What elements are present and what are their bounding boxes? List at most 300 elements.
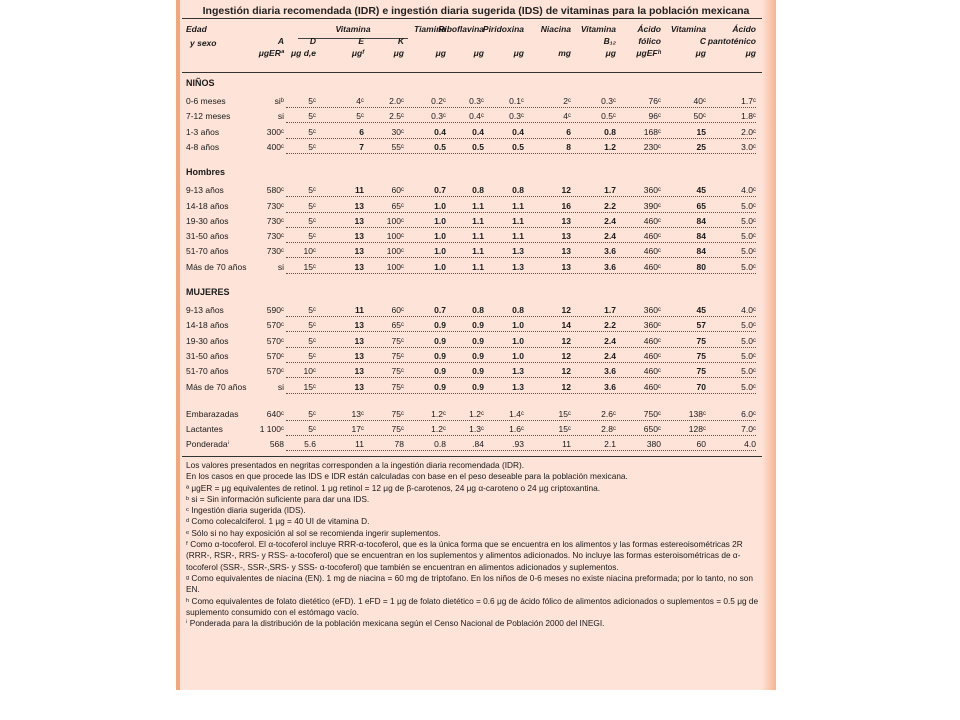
table-cell: 12	[561, 366, 571, 377]
table-cell: 5.6	[304, 439, 316, 450]
table-cell: .93	[512, 439, 524, 450]
row-leader-line	[286, 377, 756, 378]
column-header-l2: K	[397, 36, 404, 46]
table-cell: 1.3	[512, 381, 524, 392]
table-cell: si	[277, 261, 284, 272]
table-row	[176, 349, 776, 364]
table-cell: 4ᶜ	[356, 96, 364, 106]
table-cell: 100ᶜ	[386, 231, 404, 242]
table-row	[176, 334, 776, 349]
table-cell: 15	[696, 126, 706, 137]
row-leader-line	[286, 196, 756, 197]
section-title: MUJERES	[186, 287, 230, 297]
table-cell: 640ᶜ	[266, 408, 284, 419]
table-cell: 2.4	[604, 215, 616, 226]
table-cell: 1.1	[472, 200, 484, 211]
row-label: Embarazadas	[186, 408, 239, 419]
table-cell: 3.6	[604, 261, 616, 272]
table-cell: 75ᶜ	[391, 350, 404, 361]
table-cell: 2.5ᶜ	[389, 111, 404, 122]
table-cell: 76ᶜ	[648, 96, 661, 106]
table-cell: 750ᶜ	[643, 408, 661, 419]
footnote: ʰ Como equivalentes de folato dietético (eFD). 1 eFD = 1 μg de folato dietético = 0.6 μg de ácido fólico de alimentos adicionados o suplementos = 0.5 μg de suplemento consumido con el estómago vacío.	[186, 595, 759, 617]
row-label: 14-18 años	[186, 320, 229, 331]
table-cell: 13	[354, 381, 364, 392]
table-cell: 16	[561, 200, 571, 211]
table-cell: 13	[354, 335, 364, 346]
table-cell: 0.8	[472, 305, 484, 315]
table-cell: 0.5	[512, 141, 524, 152]
table-bottom-rule	[182, 456, 762, 457]
row-leader-line	[286, 107, 756, 108]
row-label: 0-6 meses	[186, 96, 226, 106]
table-cell: 0.3ᶜ	[601, 96, 616, 106]
column-header-l3: μg	[473, 48, 484, 58]
table-cell: 1.0	[512, 335, 524, 346]
table-cell: 5ᶜ	[308, 350, 316, 361]
row-label: Más de 70 años	[186, 261, 247, 272]
table-cell: 3.6	[604, 366, 616, 377]
table-cell: 0.9	[434, 320, 446, 331]
table-cell: 60	[696, 439, 706, 450]
table-cell: 15ᶜ	[558, 424, 571, 435]
table-cell: 0.3ᶜ	[509, 111, 524, 122]
table-cell: 5.0ᶜ	[741, 200, 756, 211]
table-cell: 2ᶜ	[563, 96, 571, 106]
table-cell: 2.1	[604, 439, 616, 450]
table-cell: 230ᶜ	[643, 141, 661, 152]
table-cell: 2.0ᶜ	[389, 96, 404, 106]
table-title: Ingestión diaria recomendada (IDR) e ingestión diaria sugerida (IDS) de vitaminas para la población mexicana	[202, 5, 750, 17]
table-cell: 5.0ᶜ	[741, 381, 756, 392]
table-cell: 0.8	[434, 439, 446, 450]
column-header-l3: μg	[435, 48, 446, 58]
table-cell: 13	[354, 366, 364, 377]
table-cell: 1.3	[512, 366, 524, 377]
table-cell: 1.4ᶜ	[509, 408, 524, 419]
table-cell: 1 100ᶜ	[259, 424, 284, 435]
table-cell: 75ᶜ	[391, 366, 404, 377]
table-row	[176, 183, 776, 198]
row-leader-line	[286, 450, 756, 451]
table-cell: 1.3	[512, 246, 524, 257]
table-cell: 570ᶜ	[266, 366, 284, 377]
table-cell: 75	[696, 366, 706, 377]
table-cell: 100ᶜ	[386, 246, 404, 257]
table-cell: si	[277, 381, 284, 392]
table-cell: 13	[354, 320, 364, 331]
header-rule	[182, 72, 762, 73]
footnote: ᶠ Como α-tocoferol. El α-tocoferol incluye RRR-α-tocoferol, que es la única forma que se encuentra en los alimentos y las formas estereoisométricas 2R (RRR-, RSR-, RRS- y RSS- a-tocoferol) que se encuentran en los suplementos y alimentos adicionados. No incluye las formas esteroisométricas de α-tocoferol (SSR-, SSR-,SRS- y SSS- α-tocoferol) que también se encuentran en alimentos adicionados y suplementos.	[186, 539, 743, 572]
table-row	[176, 364, 776, 379]
table-cell: 460ᶜ	[643, 215, 661, 226]
table-cell: 0.9	[434, 381, 446, 392]
table-cell: 5ᶜ	[308, 141, 316, 152]
table-cell: 84	[696, 246, 706, 257]
table-cell: 5ᶜ	[308, 335, 316, 346]
table-cell: 1.7	[604, 305, 616, 315]
row-label: 9-13 años	[186, 305, 224, 315]
table-cell: 0.5	[434, 141, 446, 152]
row-leader-line	[286, 393, 756, 394]
table-cell: 5ᶜ	[308, 96, 316, 106]
table-cell: 128ᶜ	[688, 424, 706, 435]
table-cell: 0.9	[434, 335, 446, 346]
table-cell: 6.0ᶜ	[741, 408, 756, 419]
table-cell: 13	[354, 261, 364, 272]
table-cell: 11	[355, 185, 364, 196]
column-header-l1: Vitamina	[580, 24, 616, 34]
table-cell: 57	[696, 320, 706, 331]
table-cell: 11	[355, 439, 364, 450]
section-title: Hombres	[186, 167, 226, 178]
table-cell: 5ᶜ	[308, 126, 316, 137]
row-leader-line	[286, 212, 756, 213]
table-cell: 5.0ᶜ	[741, 246, 756, 257]
table-cell: 3.6	[604, 246, 616, 257]
table-cell: 5ᶜ	[308, 424, 316, 435]
table-cell: 1.1	[512, 200, 524, 211]
table-cell: 40ᶜ	[693, 96, 706, 106]
table-cell: 4.0ᶜ	[741, 185, 756, 196]
table-cell: 12	[561, 350, 571, 361]
table-cell: 12	[561, 305, 571, 315]
table-cell: 0.1ᶜ	[509, 96, 524, 106]
table-row	[176, 109, 776, 124]
footnote: En los casos en que procede las IDS e IDR están calculadas con base en el peso deseable para la población mexicana.	[186, 471, 628, 482]
row-label: 51-70 años	[186, 246, 229, 257]
row-leader-line	[286, 435, 756, 436]
table-cell: 1.7	[604, 185, 616, 196]
table-row	[176, 407, 776, 422]
table-cell: 78	[394, 439, 404, 450]
column-header-l2: fólico	[638, 36, 661, 46]
table-cell: 5ᶜ	[308, 215, 316, 226]
table-cell: 460ᶜ	[643, 350, 661, 361]
table-row	[176, 303, 776, 318]
table-cell: 0.5	[472, 141, 484, 152]
table-cell: 25	[696, 141, 706, 152]
table-cell: 460ᶜ	[643, 231, 661, 242]
row-label: Lactantes	[186, 424, 223, 435]
table-cell: 0.9	[472, 366, 484, 377]
table-cell: 7.0ᶜ	[741, 424, 756, 435]
footnote: ᵍ Como equivalentes de niacina (EN). 1 mg de niacina = 60 mg de triptofano. En los niños de 0-6 meses no existe niacina preformada; por lo tanto, no son EN.	[186, 572, 753, 595]
column-header-l2: A	[277, 36, 284, 46]
footnote: ᵇ si = Sin información suficiente para dar una IDS.	[186, 493, 370, 504]
row-leader-line	[286, 122, 756, 123]
column-header-l1: Piridoxina	[482, 24, 524, 34]
table-cell: 5ᶜ	[356, 111, 364, 122]
table-cell: 14	[561, 320, 571, 331]
table-cell: 10ᶜ	[303, 366, 316, 377]
table-cell: 0.9	[472, 320, 484, 331]
table-cell: 80	[696, 261, 706, 272]
column-header-l1: Niacina	[540, 24, 571, 34]
table-cell: 1.0	[434, 200, 446, 211]
table-cell: 12	[561, 381, 571, 392]
column-header-l1: Vitamina	[670, 24, 706, 34]
table-cell: 13	[354, 215, 364, 226]
table-cell: si	[277, 111, 284, 122]
footnote: ᶜ Ingestión diaria sugerida (IDS).	[186, 505, 306, 516]
table-cell: 0.9	[472, 335, 484, 346]
section-title: NIÑOS	[186, 78, 215, 88]
table-cell: 5ᶜ	[308, 305, 316, 315]
table-row	[176, 318, 776, 333]
row-leader-line	[286, 347, 756, 348]
column-header-l3: μgEFʰ	[636, 48, 661, 58]
table-cell: 5ᶜ	[308, 408, 316, 419]
table-cell: 568	[269, 439, 284, 450]
table-cell: 400ᶜ	[266, 141, 284, 152]
table-row	[176, 94, 776, 109]
table-cell: 1.0	[434, 261, 446, 272]
table-cell: 1.1	[472, 231, 484, 242]
table-cell: 1.1	[472, 246, 484, 257]
row-label: 9-13 años	[186, 185, 224, 196]
table-cell: 45	[696, 305, 706, 315]
table-cell: 100ᶜ	[386, 261, 404, 272]
column-header-l2: D	[309, 36, 316, 46]
table-cell: 138ᶜ	[688, 408, 706, 419]
column-header-l3: μgERª	[258, 48, 284, 58]
row-leader-line	[286, 242, 756, 243]
table-cell: 13	[354, 246, 364, 257]
column-header-l3: μg	[695, 48, 706, 58]
row-label: 14-18 años	[186, 200, 229, 211]
table-row	[176, 437, 776, 452]
table-cell: 5.0ᶜ	[741, 350, 756, 361]
table-cell: 13	[561, 231, 571, 242]
column-header-l2: B₁₂	[603, 36, 616, 46]
table-cell: 1.1	[472, 215, 484, 226]
footnotes	[186, 460, 760, 629]
table-cell: 0.8	[604, 126, 616, 137]
table-cell: 55ᶜ	[391, 141, 404, 152]
table-cell: 460ᶜ	[643, 381, 661, 392]
table-cell: 15ᶜ	[303, 261, 316, 272]
footnote: ᵈ Como colecalciferol. 1 μg = 40 UI de vitamina D.	[186, 516, 370, 527]
table-cell: 84	[696, 215, 706, 226]
table-cell: 4.0ᶜ	[741, 305, 756, 315]
table-cell: 460ᶜ	[643, 261, 661, 272]
column-header-l2: E	[358, 36, 364, 46]
footnote: Los valores presentados en negritas corresponden a la ingestión diaria recomendada (IDR).	[186, 460, 525, 470]
table-cell: 360ᶜ	[643, 320, 661, 331]
table-cell: 0.8	[512, 185, 524, 196]
table-cell: 65	[696, 200, 706, 211]
table-cell: 1.0	[512, 320, 524, 331]
column-header-l3: mg	[558, 48, 571, 58]
table-cell: 730ᶜ	[266, 200, 284, 211]
table-cell: 730ᶜ	[266, 246, 284, 257]
table-cell: 590ᶜ	[266, 305, 284, 315]
table-cell: .84	[472, 439, 484, 450]
table-cell: 10ᶜ	[303, 246, 316, 257]
table-cell: 5ᶜ	[308, 231, 316, 242]
table-cell: 2.6ᶜ	[601, 408, 616, 419]
table-cell: 60ᶜ	[391, 185, 404, 196]
footnote: ᵉ Sólo si no hay exposición al sol se recomienda ingerir suplementos.	[186, 527, 441, 538]
table-cell: 13	[561, 215, 571, 226]
table-cell: 75ᶜ	[391, 335, 404, 346]
table-row	[176, 125, 776, 140]
table-cell: 0.8	[472, 185, 484, 196]
table-cell: 460ᶜ	[643, 366, 661, 377]
table-cell: 168ᶜ	[643, 126, 661, 137]
table-cell: 5.0ᶜ	[741, 320, 756, 331]
table-cell: 1.2ᶜ	[431, 424, 446, 435]
table-cell: 65ᶜ	[391, 320, 404, 331]
table-row	[176, 229, 776, 244]
table-cell: 17ᶜ	[351, 424, 364, 435]
table-cell: 360ᶜ	[643, 305, 661, 315]
row-label: 7-12 meses	[186, 111, 231, 122]
table-cell: 15ᶜ	[303, 381, 316, 392]
table-cell: 570ᶜ	[266, 320, 284, 331]
row-label: Más de 70 años	[186, 381, 247, 392]
table-cell: 1.2ᶜ	[431, 408, 446, 419]
table-cell: 7	[359, 141, 364, 152]
table-cell: 1.0	[434, 246, 446, 257]
table-cell: 13	[561, 246, 571, 257]
row-label: 31-50 años	[186, 350, 229, 361]
table-cell: 0.4	[472, 126, 484, 137]
table-cell: 1.2ᶜ	[469, 408, 484, 419]
table-cell: 100ᶜ	[386, 215, 404, 226]
table-cell: 1.1	[472, 261, 484, 272]
table-cell: 1.0	[434, 215, 446, 226]
row-label: Ponderadaⁱ	[186, 439, 230, 450]
table-cell: 1.1	[512, 231, 524, 242]
table-cell: 730ᶜ	[266, 215, 284, 226]
table-cell: 13ᶜ	[351, 408, 364, 419]
table-cell: 5ᶜ	[308, 185, 316, 196]
table-cell: 45	[696, 185, 706, 196]
table-cell: 3.6	[604, 381, 616, 392]
table-cell: 4ᶜ	[563, 111, 571, 122]
table-cell: 5.0ᶜ	[741, 215, 756, 226]
table-cell: 11	[562, 439, 571, 450]
table-cell: 0.3ᶜ	[431, 111, 446, 122]
table-cell: 2.0ᶜ	[741, 126, 756, 137]
table-row	[176, 260, 776, 275]
table-cell: 0.3ᶜ	[469, 96, 484, 106]
row-label: 19-30 años	[186, 335, 229, 346]
header-edad: Edad	[186, 24, 207, 34]
footnote: ⁱ Ponderada para la distribución de la población mexicana según el Censo Nacional de Población 2000 del INEGI.	[186, 618, 605, 629]
title-rule	[182, 18, 762, 19]
column-header-l3: μg	[393, 48, 404, 58]
table-cell: 730ᶜ	[266, 231, 284, 242]
row-leader-line	[286, 227, 756, 228]
table-cell: 1.6ᶜ	[509, 424, 524, 435]
row-label: 4-8 años	[186, 141, 220, 152]
table-cell: 1.2	[604, 141, 616, 152]
table-cell: 0.7	[434, 305, 446, 315]
table-cell: 380	[646, 439, 661, 450]
table-cell: 6	[359, 126, 364, 137]
column-header-l3: μg	[513, 48, 524, 58]
column-header-l3: μg d,e	[291, 48, 316, 58]
table-cell: 75	[696, 350, 706, 361]
column-header-l1: Ácido	[732, 24, 756, 34]
row-label: 51-70 años	[186, 366, 229, 377]
table-cell: 0.9	[434, 366, 446, 377]
row-leader-line	[286, 138, 756, 139]
table-cell: 1.7ᶜ	[741, 96, 756, 106]
table-cell: 300ᶜ	[266, 126, 284, 137]
table-cell: 0.8	[512, 305, 524, 315]
table-row	[176, 214, 776, 229]
row-leader-line	[286, 362, 756, 363]
footnote: ª μgER = μg equivalentes de retinol. 1 μg retinol = 12 μg de β-carotenos, 24 μg α-caroteno o 24 μg criptoxantina.	[186, 482, 600, 493]
table-cell: 2.8ᶜ	[601, 424, 616, 435]
table-cell: 5.0ᶜ	[741, 335, 756, 346]
table-cell: 8	[566, 141, 571, 152]
row-leader-line	[286, 257, 756, 258]
table-cell: 4.0	[744, 439, 756, 450]
table-cell: 70	[696, 381, 706, 392]
table-row	[176, 140, 776, 155]
table-cell: 650ᶜ	[643, 424, 661, 435]
table-cell: 12	[561, 185, 571, 196]
table-cell: 570ᶜ	[266, 350, 284, 361]
table-row	[176, 244, 776, 259]
table-cell: 1.3ᶜ	[469, 424, 484, 435]
table-cell: 2.4	[604, 335, 616, 346]
column-header-l2: pantoténico	[707, 36, 756, 46]
table-cell: 360ᶜ	[643, 185, 661, 196]
column-header-l1: Riboflavina	[438, 24, 484, 34]
table-row	[176, 422, 776, 437]
table-cell: 84	[696, 231, 706, 242]
table-cell: 75ᶜ	[391, 408, 404, 419]
row-leader-line	[286, 316, 756, 317]
column-header-l1: Tiamina	[414, 24, 446, 34]
table-cell: 75ᶜ	[391, 424, 404, 435]
row-leader-line	[286, 331, 756, 332]
table-cell: siᵇ	[274, 96, 284, 106]
row-leader-line	[286, 153, 756, 154]
table-cell: 460ᶜ	[643, 335, 661, 346]
table-cell: 5ᶜ	[308, 320, 316, 331]
column-header-l1: Ácido	[637, 24, 661, 34]
table-cell: 2.4	[604, 231, 616, 242]
row-leader-line	[286, 273, 756, 274]
table-cell: 13	[354, 231, 364, 242]
row-label: 31-50 años	[186, 231, 229, 242]
table-cell: 1.0	[512, 350, 524, 361]
table-cell: 1.3	[512, 261, 524, 272]
table-cell: 2.2	[604, 320, 616, 331]
column-header-l3: μg	[605, 48, 616, 58]
row-leader-line	[286, 420, 756, 421]
table-cell: 0.7	[434, 185, 446, 196]
table-cell: 2.2	[604, 200, 616, 211]
table-cell: 570ᶜ	[266, 335, 284, 346]
table-cell: 13	[354, 350, 364, 361]
table-cell: 0.9	[472, 381, 484, 392]
table-row	[176, 199, 776, 214]
table-cell: 5.0ᶜ	[741, 231, 756, 242]
table-cell: 6	[566, 126, 571, 137]
table-cell: 0.4	[512, 126, 524, 137]
table-cell: 0.9	[434, 350, 446, 361]
table-cell: 0.4ᶜ	[469, 111, 484, 122]
table-cell: 390ᶜ	[643, 200, 661, 211]
